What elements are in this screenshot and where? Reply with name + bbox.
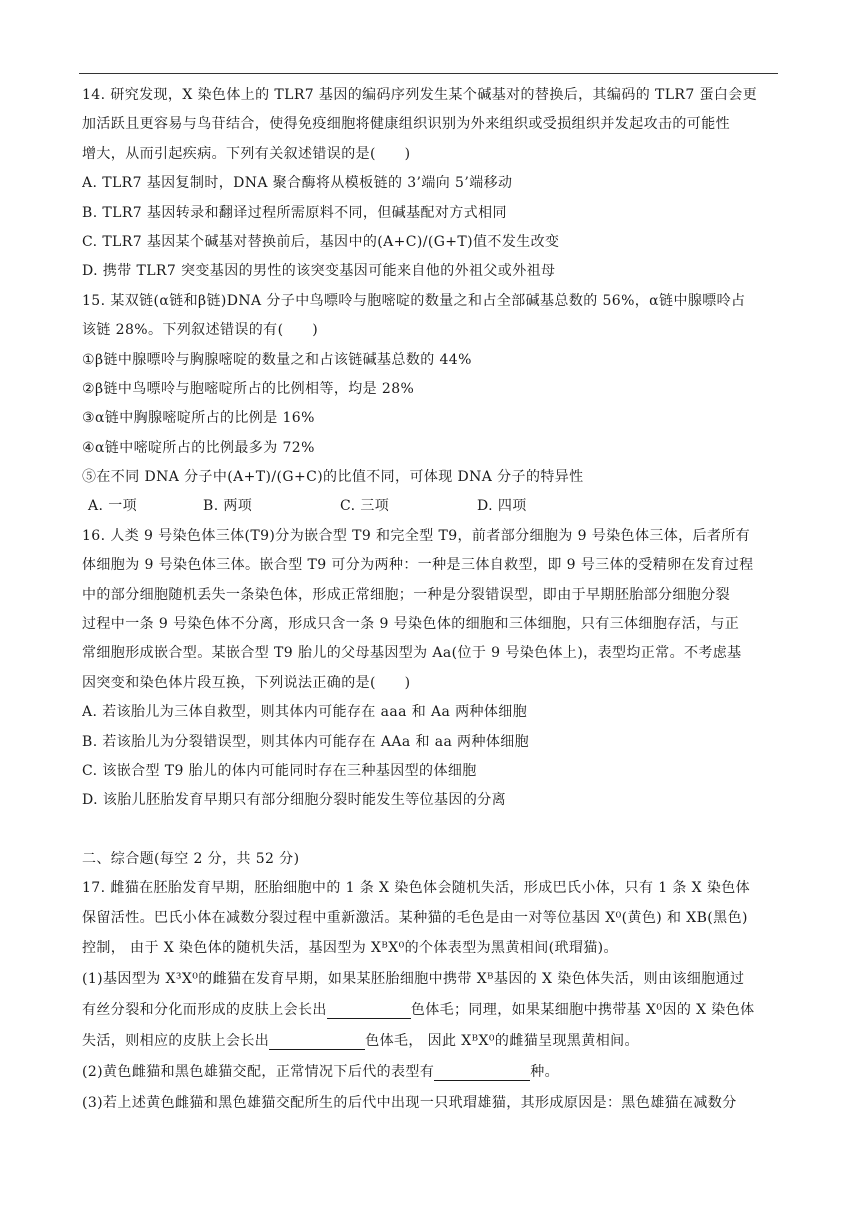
q16-stem-line: 体细胞为 9 号染色体三体。嵌合型 T9 可分为两种：一种是三体自救型，即 9 号三体的受精卵在发育过程 — [82, 557, 754, 574]
q14-option-b: B. TLR7 基因转录和翻译过程所需原料不同，但碱基配对方式相同 — [82, 204, 507, 221]
question-15 — [82, 287, 782, 522]
q17-part1-text: 色体毛， 因此 XᴮX⁰的雌猫呈现黑黄相间。 — [365, 1032, 639, 1049]
answer-blank-1[interactable] — [327, 1000, 411, 1019]
q17-part1-text: 有丝分裂和分化而形成的皮肤上会长出 — [82, 1001, 327, 1018]
q17-part1-text: 失活，则相应的皮肤上会长出 — [82, 1032, 270, 1049]
q17-part1-text: 色体毛；同理，如果某细胞中携带基 X⁰因的 X 染色体 — [410, 1001, 755, 1018]
q14-option-c: C. TLR7 基因某个碱基对替换前后，基因中的(A+C)/(G+T)值不发生改变 — [82, 233, 560, 250]
q14-stem-line: 加活跃且更容易与鸟苷结合，使得免疫细胞将健康组织识别为外来组织或受损组织并发起攻击的可能性 — [82, 116, 730, 133]
exam-content — [82, 81, 782, 1119]
q16-option-b: B. 若该胎儿为分裂错误型，则其体内可能存在 AAa 和 aa 两种体细胞 — [82, 733, 530, 750]
q14-option-d: D. 携带 TLR7 突变基因的男性的该突变基因可能来自他的外祖父或外祖母 — [82, 263, 556, 280]
q17-part1-line — [82, 995, 782, 1026]
q15-statement-4: ④α链中嘧啶所占的比例最多为 72% — [82, 439, 315, 456]
q15-option-c: C. 三项 — [340, 498, 390, 515]
q16-option-a: A. 若该胎儿为三体自救型，则其体内可能存在 aaa 和 Aa 两种体细胞 — [82, 704, 528, 721]
q15-statement-2: ②β链中鸟嘌呤与胞嘧啶所占的比例相等，均是 28% — [82, 380, 415, 397]
answer-blank-2[interactable] — [269, 1031, 365, 1050]
header-rule — [79, 73, 778, 74]
q15-statement-3: ③α链中胸腺嘧啶所占的比例是 16% — [82, 410, 315, 427]
q17-intro-line: 控制， 由于 X 染色体的随机失活，基因型为 XᴮX⁰的个体表型为黑黄相间(玳瑁猫)。 — [82, 939, 618, 956]
q16-option-c: C. 该嵌合型 T9 胎儿的体内可能同时存在三种基因型的体细胞 — [82, 762, 477, 779]
q15-option-a: A. 一项 — [88, 498, 138, 515]
q15-stem-line: 15. 某双链(α链和β链)DNA 分子中鸟嘌呤与胞嘧啶的数量之和占全部碱基总数的 56%，α链中腺嘌呤占 — [82, 292, 746, 309]
q16-option-d: D. 该胎儿胚胎发育早期只有部分细胞分裂时能发生等位基因的分离 — [82, 792, 507, 809]
q16-stem-line: 中的部分细胞随机丢失一条染色体，形成正常细胞；一种是分裂错误型，即由于早期胚胎部分细胞分裂 — [82, 586, 730, 603]
q16-stem-line: 常细胞形成嵌合型。某嵌合型 T9 胎儿的父母基因型为 Aa(位于 9 号染色体上)，表型均正常。不考虑基 — [82, 645, 742, 662]
q15-options — [82, 492, 782, 521]
q15-option-b: B. 两项 — [203, 498, 253, 515]
q17-part1-line: (1)基因型为 X³X⁰的雌猫在发育早期，如果某胚胎细胞中携带 Xᴮ基因的 X 染色体失活，则由该细胞通过 — [82, 970, 745, 987]
q17-intro-line: 17. 雌猫在胚胎发育早期，胚胎细胞中的 1 条 X 染色体会随机失活，形成巴氏小体，只有 1 条 X 染色体 — [82, 880, 751, 897]
q16-stem-line: 16. 人类 9 号染色体三体(T9)分为嵌合型 T9 和完全型 T9，前者部分细胞为 9 号染色体三体，后者所有 — [82, 527, 751, 544]
q17-part2-line — [82, 1057, 782, 1088]
question-16 — [82, 522, 782, 816]
q15-stem-line: 该链 28%。下列叙述错误的有( ) — [82, 322, 319, 339]
q17-part2-text: 种。 — [530, 1063, 560, 1080]
answer-blank-3[interactable] — [434, 1062, 530, 1081]
q17-part1-line — [82, 1026, 782, 1057]
q17-intro-line: 保留活性。巴氏小体在减数分裂过程中重新激活。某种猫的毛色是由一对等位基因 X⁰(黄色) 和 XB(黑色) — [82, 909, 748, 926]
q15-statement-5: ⑤在不同 DNA 分子中(A+T)/(G+C)的比值不同，可体现 DNA 分子的特异性 — [82, 469, 584, 486]
q15-option-d: D. 四项 — [477, 498, 527, 515]
section-spacer — [82, 816, 782, 845]
q16-stem-line: 过程中一条 9 号染色体不分离，形成只含一条 9 号染色体的细胞和三体细胞，只有三体细胞存活，与正 — [82, 616, 740, 633]
q17-part2-text: (2)黄色雌猫和黑色雄猫交配，正常情况下后代的表型有 — [82, 1063, 435, 1080]
q17-part3-line: (3)若上述黄色雌猫和黑色雄猫交配所生的后代中出现一只玳瑁雄猫，其形成原因是：黑色雄猫在减数分 — [82, 1094, 737, 1111]
q14-stem-line: 增大，从而引起疾病。下列有关叙述错误的是( ) — [82, 145, 411, 162]
q14-option-a: A. TLR7 基因复制时，DNA 聚合酶将从模板链的 3’端向 5’端移动 — [82, 175, 513, 192]
section-2-heading: 二、综合题(每空 2 分，共 52 分) — [82, 850, 300, 867]
question-14 — [82, 81, 782, 287]
q16-stem-line: 因突变和染色体片段互换，下列说法正确的是( ) — [82, 674, 411, 691]
q14-stem-line: 14. 研究发现，X 染色体上的 TLR7 基因的编码序列发生某个碱基对的替换后，其编码的 TLR7 蛋白会更 — [82, 87, 758, 103]
question-17 — [82, 874, 782, 1119]
q15-statement-1: ①β链中腺嘌呤与胸腺嘧啶的数量之和占该链碱基总数的 44% — [82, 351, 472, 368]
